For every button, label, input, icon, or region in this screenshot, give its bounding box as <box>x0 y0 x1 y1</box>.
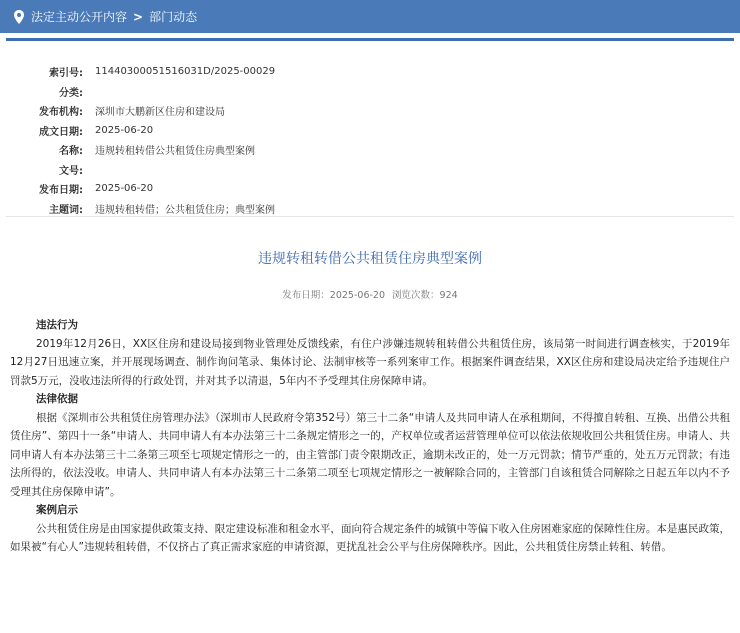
meta-key: 成文日期: <box>39 126 83 138</box>
meta-row-category <box>6 82 734 102</box>
meta-key: 名称: <box>59 146 83 158</box>
section-text-violation: 2019年12月26日，XX区住房和建设局接到物业管理处反馈线索，有住户涉嫌违规转租转借公共租赁住房，该局第一时间进行调查核实，于2019年12月27日迅速立案，并开展现场调查、制作询问笔录、集体讨论、法制审核等一系列案审工作。根据案件调查结果，XX区住房和建设局决定给予违规住户罚款5万元，没收违法所得的行政处罚，并对其予以清退，5年内不予受理其住房保障申请。 <box>10 337 730 387</box>
breadcrumb-item-public-content[interactable]: 法定主动公开内容 <box>31 10 128 24</box>
meta-key: 主题词: <box>49 204 83 216</box>
section-heading-lessons: 案例启示 <box>36 504 78 516</box>
meta-row-publisher <box>6 101 734 121</box>
meta-key: 发布日期: <box>39 185 83 197</box>
meta-value: 2025-06-20 <box>95 183 154 195</box>
section-heading-legal-basis: 法律依据 <box>36 393 78 405</box>
publish-date: 发布日期：2025-06-20 <box>282 290 386 301</box>
meta-value: 违规转租转借公共租赁住房典型案例 <box>95 146 255 158</box>
meta-row-index <box>6 62 734 82</box>
section-text-legal-basis: 根据《深圳市公共租赁住房管理办法》（深圳市人民政府令第352号）第三十二条“申请人及共同申请人在承租期间，不得擅自转租、互换、出借公共租赁住房”、第四十一条“申请人、共同申请人有本办法第三十二条规定情形之一的，产权单位或者运营管理单位可以依法依规收回公共租赁住房。申请人、共同申请人有本办法第三十二条第三项至七项规定情形之一的，由主管部门责令限期改正，逾期未改正的，处一万元罚款；情节严重的，处五万元罚款；有违法所得的，依法没收。申请人、共同申请人有本办法第三十二条第二项至七项规定情形之一被解除合同的，主管部门自该租赁合同解除之日起五年以内不予受理其住房保障申请”。 <box>10 411 730 498</box>
meta-value: 11440300051516031D/2025-00029 <box>95 66 276 78</box>
meta-row-written-date <box>6 121 734 141</box>
view-count: 浏览次数：924 <box>392 290 458 301</box>
article-pubinfo <box>10 287 730 301</box>
meta-key: 分类: <box>59 87 83 99</box>
meta-row-doc-number <box>6 160 734 180</box>
article-body <box>10 316 730 557</box>
meta-key: 文号: <box>59 165 83 177</box>
breadcrumb <box>0 0 740 33</box>
section-heading-violation: 违法行为 <box>36 319 78 331</box>
meta-row-publish-date <box>6 179 734 199</box>
meta-key: 索引号: <box>49 68 83 80</box>
breadcrumb-separator: > <box>133 9 144 24</box>
meta-row-keywords <box>6 199 734 219</box>
meta-value: 2025-06-20 <box>95 124 154 136</box>
article-title: 违规转租转借公共租赁住房典型案例 <box>258 251 482 267</box>
location-pin-icon <box>13 10 25 24</box>
meta-value: 违规转租转借；公共租赁住房；典型案例 <box>95 204 275 216</box>
document-metadata <box>6 41 734 217</box>
meta-value: 深圳市大鹏新区住房和建设局 <box>95 107 225 119</box>
breadcrumb-item-department-news[interactable]: 部门动态 <box>149 10 198 24</box>
article <box>0 249 740 557</box>
meta-key: 发布机构: <box>39 107 83 119</box>
meta-row-name <box>6 140 734 160</box>
section-text-lessons: 公共租赁住房是由国家提供政策支持、限定建设标准和租金水平，面向符合规定条件的城镇中等偏下收入住房困难家庭的保障性住房。本是惠民政策，如果被“有心人”违规转租转借，不仅挤占了真正需求家庭的申请资源，更扰乱社会公平与住房保障秩序。因此，公共租赁住房禁止转租、转借。 <box>10 522 730 553</box>
